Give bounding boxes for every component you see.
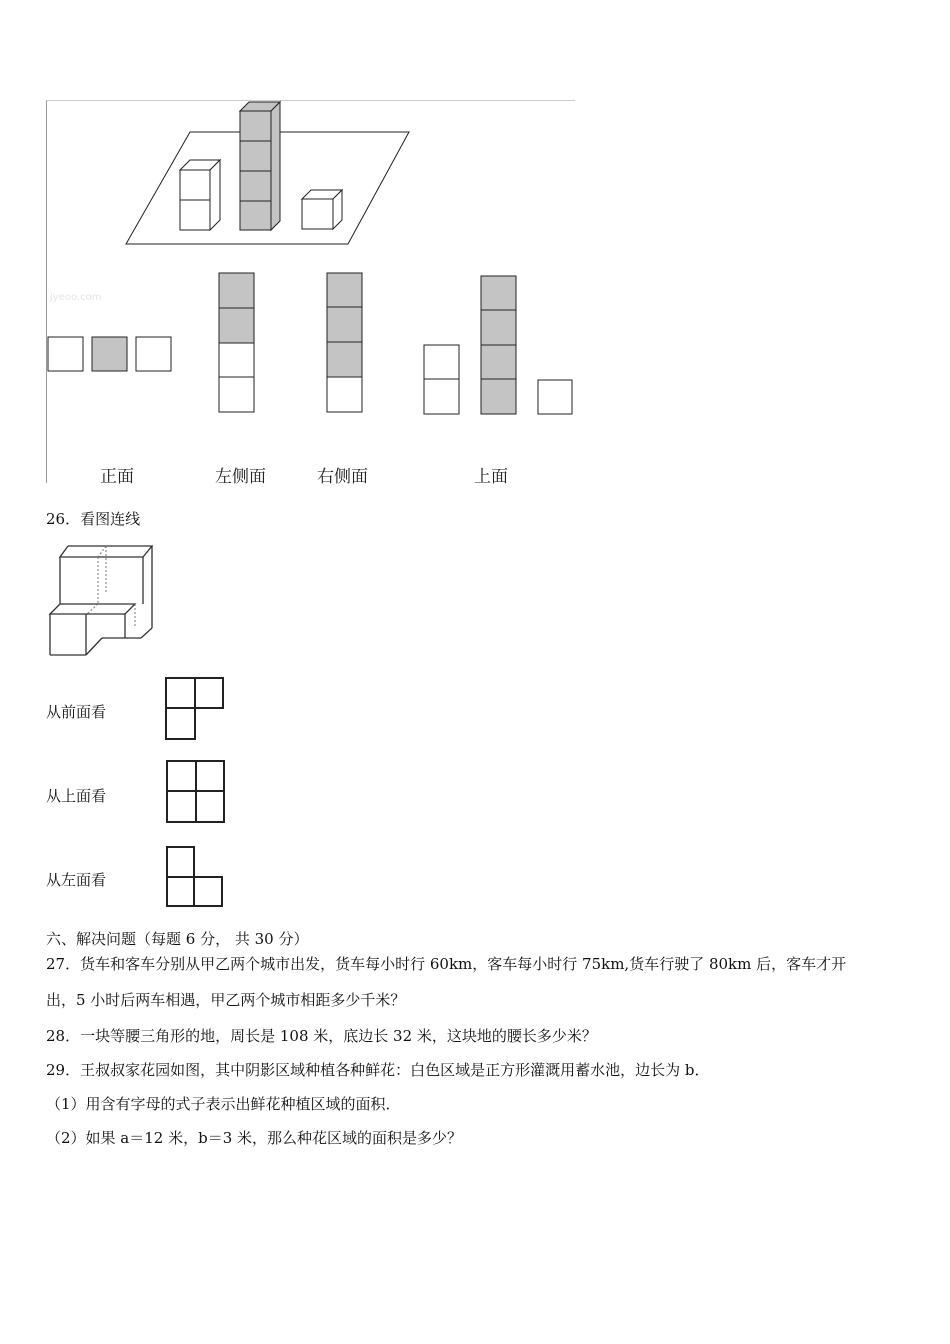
right-cube bbox=[302, 190, 342, 229]
label-left-side: 左侧面 bbox=[215, 467, 266, 487]
q26-title: 26．看图连线 bbox=[46, 510, 141, 528]
label-front: 正面 bbox=[100, 467, 134, 487]
watermark: jyeoo.com bbox=[50, 292, 102, 303]
q26-option-left: 从左面看 bbox=[46, 871, 107, 889]
label-top: 上面 bbox=[474, 467, 508, 487]
q26-option-front: 从前面看 bbox=[46, 703, 107, 721]
cube-views-diagram bbox=[0, 0, 950, 500]
q27-line2: 出，5 小时后两车相遇，甲乙两个城市相距多少千米？ bbox=[46, 991, 406, 1009]
q29-line1: 29．王叔叔家花园如图，其中阴影区域种植各种鲜花：白色区域是正方形灌溉用蓄水池，边长为 b． bbox=[46, 1061, 710, 1079]
right-side-view bbox=[327, 273, 362, 412]
left-side-view bbox=[219, 273, 254, 412]
q28-line1: 28．一块等腰三角形的地，周长是 108 米，底边长 32 米，这块地的腰长多少米？ bbox=[46, 1027, 597, 1045]
middle-cube-stack bbox=[240, 102, 280, 230]
label-right-side: 右侧面 bbox=[317, 467, 368, 487]
q29-sub1: （1）用含有字母的式子表示出鲜花种植区域的面积． bbox=[46, 1095, 401, 1113]
q29-sub2: （2）如果 a＝12 米，b＝3 米，那么种花区域的面积是多少？ bbox=[46, 1129, 463, 1147]
left-cube-stack bbox=[180, 160, 220, 230]
l-shape-solid bbox=[40, 538, 170, 663]
front-view bbox=[48, 337, 171, 371]
top-view bbox=[424, 276, 572, 414]
section6-heading: 六、解决问题（每题 6 分， 共 30 分） bbox=[46, 930, 309, 948]
q26-view-shapes bbox=[160, 672, 230, 912]
q26-option-top: 从上面看 bbox=[46, 787, 107, 805]
q27-line1: 27．货车和客车分别从甲乙两个城市出发，货车每小时行 60km，客车每小时行 75km,货车行驶了 80km 后，客车才开 bbox=[46, 955, 847, 973]
